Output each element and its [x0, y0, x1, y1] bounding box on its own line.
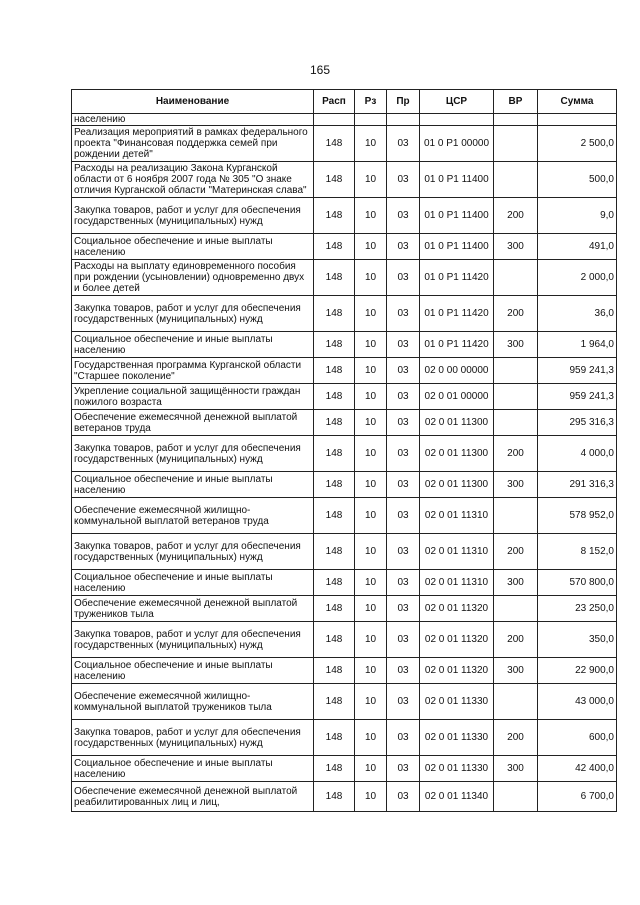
cell-name: Социальное обеспечение и иные выплаты населению [72, 570, 314, 596]
cell-rasp: 148 [314, 126, 355, 162]
cell-rasp: 148 [314, 684, 355, 720]
cell-pr: 03 [387, 472, 420, 498]
cell-vr [494, 410, 538, 436]
cell-rasp: 148 [314, 162, 355, 198]
header-rasp: Расп [314, 90, 355, 114]
cell-name: Социальное обеспечение и иные выплаты населению [72, 756, 314, 782]
cell-rasp: 148 [314, 622, 355, 658]
header-sum: Сумма [538, 90, 617, 114]
cell-sum: 578 952,0 [538, 498, 617, 534]
cell-csr: 02 0 00 00000 [420, 358, 494, 384]
page-number: 165 [309, 63, 331, 77]
header-vr: ВР [494, 90, 538, 114]
continuation-row [72, 114, 617, 126]
cell-rz: 10 [355, 720, 387, 756]
cell-csr: 01 0 P1 11420 [420, 296, 494, 332]
cell-rz: 10 [355, 384, 387, 410]
cell-pr: 03 [387, 570, 420, 596]
cell-rz: 10 [355, 234, 387, 260]
table-row [72, 296, 617, 332]
cell-rasp: 148 [314, 436, 355, 472]
cell-pr: 03 [387, 260, 420, 296]
cell-rasp: 148 [314, 234, 355, 260]
cell-vr [494, 596, 538, 622]
cell-name: Социальное обеспечение и иные выплаты населению [72, 472, 314, 498]
cell-vr: 200 [494, 296, 538, 332]
cell-pr: 03 [387, 596, 420, 622]
cell-rasp: 148 [314, 358, 355, 384]
cell-rz: 10 [355, 358, 387, 384]
cell-sum: 491,0 [538, 234, 617, 260]
cell-csr: 02 0 01 11320 [420, 596, 494, 622]
cell-rz: 10 [355, 332, 387, 358]
header-pr: Пр [387, 90, 420, 114]
cell-pr: 03 [387, 332, 420, 358]
cell-name: Социальное обеспечение и иные выплаты населению [72, 332, 314, 358]
cell-name: Социальное обеспечение и иные выплаты населению [72, 658, 314, 684]
cell-vr [494, 782, 538, 812]
cell-rasp: 148 [314, 498, 355, 534]
cell-rz: 10 [355, 498, 387, 534]
cell-pr: 03 [387, 658, 420, 684]
cell-pr: 03 [387, 498, 420, 534]
cell-rz: 10 [355, 596, 387, 622]
cell-pr: 03 [387, 534, 420, 570]
table-row [72, 436, 617, 472]
header-csr: ЦСР [420, 90, 494, 114]
cell-sum: 4 000,0 [538, 436, 617, 472]
cell-rasp: 148 [314, 534, 355, 570]
cell-sum: 959 241,3 [538, 384, 617, 410]
cell-vr: 300 [494, 234, 538, 260]
cell-csr: 02 0 01 11310 [420, 570, 494, 596]
cell-rasp: 148 [314, 782, 355, 812]
cell-sum: 22 900,0 [538, 658, 617, 684]
cell-csr: 02 0 01 11330 [420, 720, 494, 756]
cell-name: Укрепление социальной защищённости граждан пожилого возраста [72, 384, 314, 410]
cell-rasp: 148 [314, 570, 355, 596]
cell-sum: 570 800,0 [538, 570, 617, 596]
continuation-text: населению [72, 114, 314, 126]
cell-name: Закупка товаров, работ и услуг для обеспечения государственных (муниципальных) нужд [72, 436, 314, 472]
cell-sum: 6 700,0 [538, 782, 617, 812]
cell-pr: 03 [387, 720, 420, 756]
table-row [72, 720, 617, 756]
cell-rz: 10 [355, 410, 387, 436]
cell-csr: 02 0 01 11310 [420, 534, 494, 570]
cell-pr: 03 [387, 782, 420, 812]
cell-pr: 03 [387, 384, 420, 410]
cell-name: Расходы на выплату единовременного пособия при рождении (усыновлении) одновременно двух и более детей [72, 260, 314, 296]
cell-csr: 02 0 01 11320 [420, 658, 494, 684]
budget-table [71, 89, 617, 812]
cell-vr: 300 [494, 570, 538, 596]
cell-csr: 02 0 01 00000 [420, 384, 494, 410]
cell-vr: 300 [494, 332, 538, 358]
cell-vr [494, 260, 538, 296]
cell-sum: 959 241,3 [538, 358, 617, 384]
header-name: Наименование [72, 90, 314, 114]
table-row [72, 782, 617, 812]
cell-csr: 01 0 P1 11400 [420, 162, 494, 198]
cell-csr: 02 0 01 11330 [420, 756, 494, 782]
cell-sum: 2 500,0 [538, 126, 617, 162]
cell-pr: 03 [387, 162, 420, 198]
table-row [72, 534, 617, 570]
cell-vr: 300 [494, 472, 538, 498]
table-row [72, 658, 617, 684]
table-row [72, 126, 617, 162]
cell-rasp: 148 [314, 260, 355, 296]
cell-sum: 291 316,3 [538, 472, 617, 498]
table-row [72, 498, 617, 534]
table-header-row [72, 90, 617, 114]
cell-rz: 10 [355, 162, 387, 198]
cell-rz: 10 [355, 658, 387, 684]
table-row [72, 234, 617, 260]
cell-vr [494, 384, 538, 410]
cell-csr: 02 0 01 11300 [420, 436, 494, 472]
cell-rz: 10 [355, 534, 387, 570]
cell-rz: 10 [355, 198, 387, 234]
cell-csr: 01 0 P1 11420 [420, 260, 494, 296]
cell-vr: 200 [494, 720, 538, 756]
cell-rz: 10 [355, 472, 387, 498]
cell-name: Социальное обеспечение и иные выплаты населению [72, 234, 314, 260]
table-row [72, 198, 617, 234]
cell-pr: 03 [387, 684, 420, 720]
cell-rasp: 148 [314, 472, 355, 498]
cell-pr: 03 [387, 756, 420, 782]
cell-csr: 01 0 P1 11420 [420, 332, 494, 358]
cell-vr [494, 126, 538, 162]
cell-vr: 200 [494, 198, 538, 234]
cell-pr: 03 [387, 358, 420, 384]
cell-sum: 9,0 [538, 198, 617, 234]
table-row [72, 596, 617, 622]
cell-rz: 10 [355, 684, 387, 720]
cell-sum: 36,0 [538, 296, 617, 332]
cell-rasp: 148 [314, 720, 355, 756]
cell-csr: 02 0 01 11320 [420, 622, 494, 658]
cell-name: Обеспечение ежемесячной жилищно-коммунальной выплатой ветеранов труда [72, 498, 314, 534]
cell-rz: 10 [355, 570, 387, 596]
cell-sum: 1 964,0 [538, 332, 617, 358]
table-row [72, 358, 617, 384]
cell-pr: 03 [387, 126, 420, 162]
table-row [72, 684, 617, 720]
cell-rz: 10 [355, 126, 387, 162]
table-row [72, 570, 617, 596]
cell-vr [494, 498, 538, 534]
cell-sum: 42 400,0 [538, 756, 617, 782]
cell-csr: 01 0 P1 11400 [420, 198, 494, 234]
cell-name: Закупка товаров, работ и услуг для обеспечения государственных (муниципальных) нужд [72, 198, 314, 234]
cell-sum: 2 000,0 [538, 260, 617, 296]
cell-sum: 600,0 [538, 720, 617, 756]
cell-rasp: 148 [314, 658, 355, 684]
cell-rasp: 148 [314, 296, 355, 332]
cell-rasp: 148 [314, 384, 355, 410]
cell-vr: 200 [494, 622, 538, 658]
cell-rasp: 148 [314, 198, 355, 234]
table-row [72, 384, 617, 410]
cell-pr: 03 [387, 198, 420, 234]
cell-rz: 10 [355, 782, 387, 812]
cell-pr: 03 [387, 410, 420, 436]
cell-vr: 300 [494, 658, 538, 684]
cell-sum: 500,0 [538, 162, 617, 198]
cell-rz: 10 [355, 436, 387, 472]
cell-vr: 200 [494, 436, 538, 472]
cell-rz: 10 [355, 296, 387, 332]
cell-csr: 01 0 P1 00000 [420, 126, 494, 162]
cell-rz: 10 [355, 260, 387, 296]
table-row [72, 472, 617, 498]
cell-csr: 02 0 01 11310 [420, 498, 494, 534]
cell-pr: 03 [387, 234, 420, 260]
cell-name: Обеспечение ежемесячной денежной выплатой реабилитированных лиц и лиц, [72, 782, 314, 812]
cell-vr: 200 [494, 534, 538, 570]
cell-name: Государственная программа Курганской области "Старшее поколение" [72, 358, 314, 384]
cell-vr [494, 684, 538, 720]
cell-sum: 43 000,0 [538, 684, 617, 720]
cell-name: Обеспечение ежемесячной денежной выплатой ветеранов труда [72, 410, 314, 436]
table-row [72, 332, 617, 358]
cell-rasp: 148 [314, 756, 355, 782]
table-row [72, 260, 617, 296]
cell-name: Обеспечение ежемесячной денежной выплатой тружеников тыла [72, 596, 314, 622]
table-row [72, 622, 617, 658]
header-rz: Рз [355, 90, 387, 114]
cell-name: Обеспечение ежемесячной жилищно-коммунальной выплатой тружеников тыла [72, 684, 314, 720]
cell-pr: 03 [387, 296, 420, 332]
table-row [72, 756, 617, 782]
cell-vr: 300 [494, 756, 538, 782]
cell-rz: 10 [355, 756, 387, 782]
cell-rasp: 148 [314, 410, 355, 436]
cell-csr: 02 0 01 11340 [420, 782, 494, 812]
table-row [72, 410, 617, 436]
cell-csr: 02 0 01 11300 [420, 410, 494, 436]
table-row [72, 162, 617, 198]
cell-name: Закупка товаров, работ и услуг для обеспечения государственных (муниципальных) нужд [72, 534, 314, 570]
cell-rasp: 148 [314, 332, 355, 358]
cell-pr: 03 [387, 436, 420, 472]
cell-rz: 10 [355, 622, 387, 658]
cell-sum: 8 152,0 [538, 534, 617, 570]
cell-vr [494, 162, 538, 198]
cell-name: Расходы на реализацию Закона Курганской области от 6 ноября 2007 года № 305 "О знаке отличия Курганской области "Материнская слава" [72, 162, 314, 198]
cell-name: Закупка товаров, работ и услуг для обеспечения государственных (муниципальных) нужд [72, 720, 314, 756]
cell-csr: 02 0 01 11300 [420, 472, 494, 498]
cell-sum: 295 316,3 [538, 410, 617, 436]
cell-csr: 01 0 P1 11400 [420, 234, 494, 260]
cell-name: Закупка товаров, работ и услуг для обеспечения государственных (муниципальных) нужд [72, 296, 314, 332]
cell-name: Закупка товаров, работ и услуг для обеспечения государственных (муниципальных) нужд [72, 622, 314, 658]
cell-sum: 350,0 [538, 622, 617, 658]
cell-name: Реализация мероприятий в рамках федерального проекта "Финансовая поддержка семей при рождении детей" [72, 126, 314, 162]
cell-vr [494, 358, 538, 384]
cell-rasp: 148 [314, 596, 355, 622]
cell-pr: 03 [387, 622, 420, 658]
cell-sum: 23 250,0 [538, 596, 617, 622]
cell-csr: 02 0 01 11330 [420, 684, 494, 720]
